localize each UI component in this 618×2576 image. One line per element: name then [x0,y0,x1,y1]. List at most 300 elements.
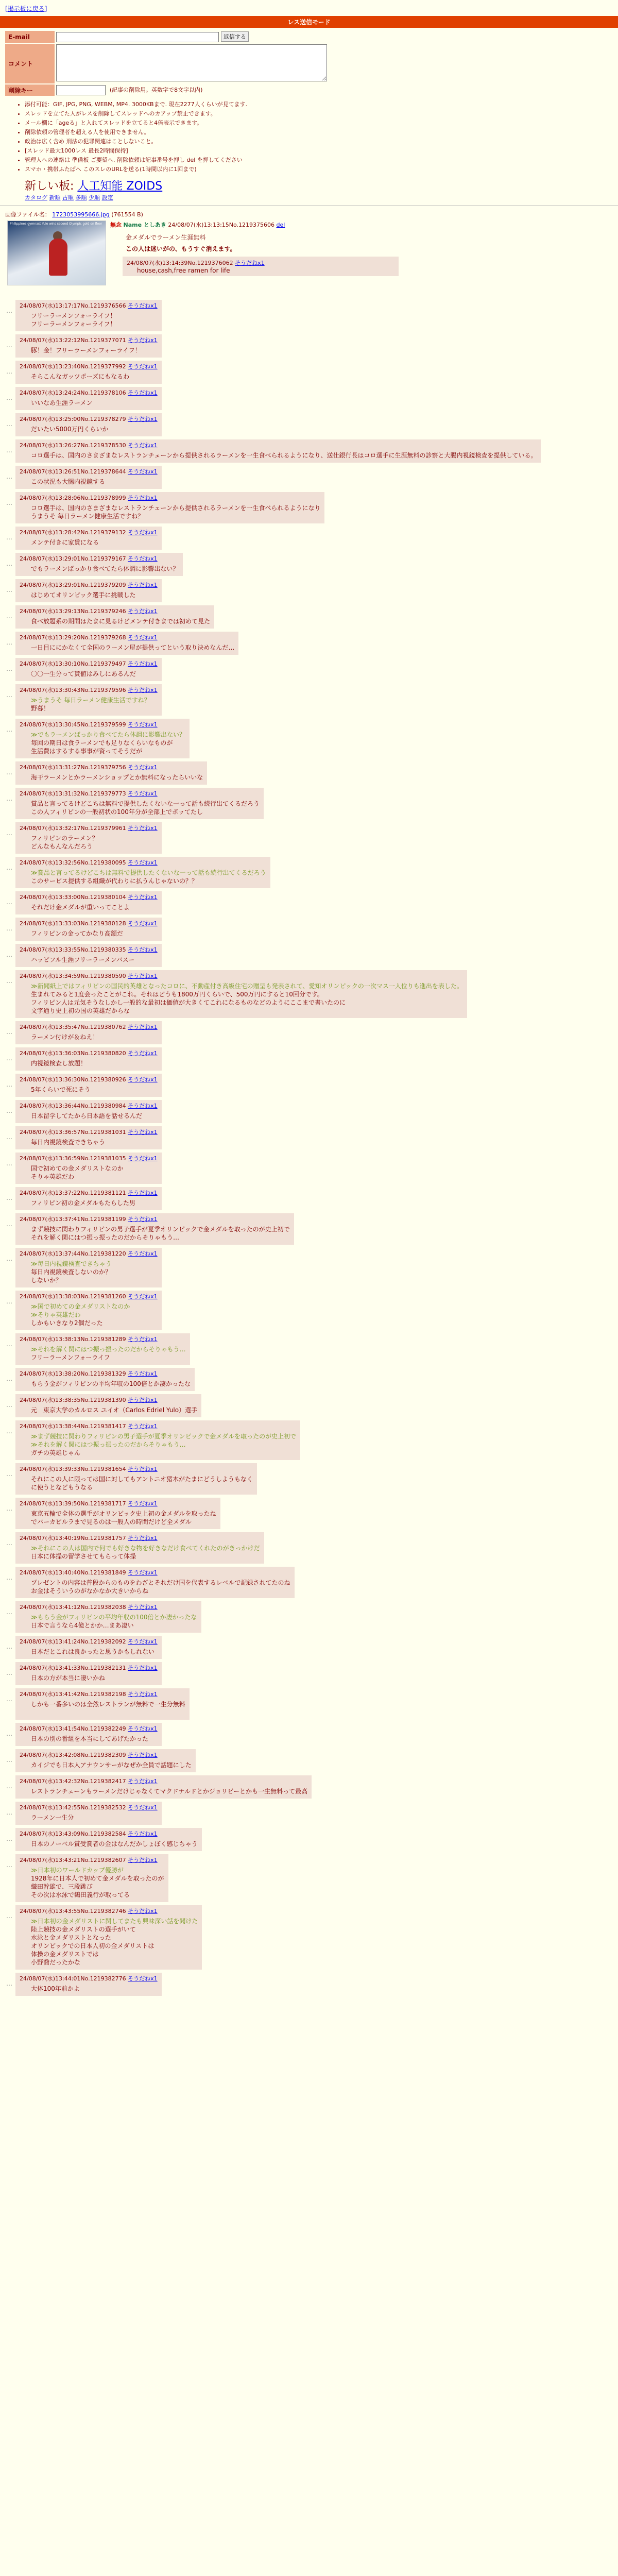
sodane-link[interactable]: そうだねx1 [128,442,158,449]
reply-indent-mark: … [6,1341,12,1348]
reply-text [20,425,158,433]
reply-date: 24/08/07(水)13:34:59No.1219380590 [20,973,128,979]
sodane-link[interactable]: そうだねx1 [128,302,158,309]
sodane-link[interactable]: そうだねx1 [128,1604,158,1611]
reply-indent-mark: … [6,1574,12,1581]
reply-row [6,1828,618,1851]
sodane-link[interactable]: そうだねx1 [128,1804,158,1811]
reply-text-line: ≫それを解く関にはつ振っ振ったのだからそりゃもう… [31,1346,186,1353]
reply-header [127,259,394,267]
op-title: 無念 [110,222,122,228]
reply-date: 24/08/07(水)13:37:41No.1219381199 [20,1216,128,1223]
reply-indent-mark: … [6,726,12,733]
reply-text-line: 元 東京大学のカルロス ユイオ（Carlos Edriel Yulo）選手 [31,1406,198,1414]
sodane-link[interactable]: そうだねx1 [128,1975,158,1982]
image-caption: Philippines gymnast Yulo wins second Olympic gold on floor [10,222,102,226]
reply-date: 24/08/07(水)13:40:19No.1219381757 [20,1535,128,1541]
file-label: 画像ファイル名： [5,211,50,218]
reply-header [20,858,266,867]
reply-indent-mark: … [6,769,12,776]
reply-text [20,1406,197,1414]
reply-text-line: でもラーメンばっかり食べてたら体調に影響出ない？ [31,565,179,572]
reply-row [6,1775,618,1799]
reply-box [15,527,162,550]
sodane-link[interactable]: そうだねx1 [128,582,158,588]
reply-header [20,1690,185,1698]
sort-many-link[interactable]: 多順 [75,194,87,201]
original-post [0,210,618,298]
reply-box [15,684,162,716]
reply-date: 24/08/07(水)13:26:27No.1219378530 [20,442,128,449]
reply-header [20,1128,158,1136]
reply-indent-mark: … [6,1539,12,1547]
sodane-link[interactable]: そうだねx1 [128,529,158,536]
reply-text-line: それだけ金メダルが重いってことよ [31,904,130,911]
reply-box [15,1100,162,1123]
sodane-link[interactable]: そうだねx1 [128,894,158,901]
reply-box [15,1291,162,1330]
reply-row [6,334,618,358]
op-image[interactable] [7,221,106,285]
reply-text [20,1164,158,1181]
sodane-link[interactable]: そうだねx1 [128,825,158,832]
sodane-link[interactable]: そうだねx1 [128,1778,158,1785]
reply-text-line: ≫でもラーメンばっかり食べてたら体調に影響出ない？ [31,731,185,738]
reply-indent-mark: … [6,1221,12,1228]
reply-indent-mark: … [6,1428,12,1435]
reply-text [20,1302,158,1327]
sodane-link[interactable]: そうだねx1 [128,859,158,866]
sodane-link[interactable]: そうだねx1 [128,1129,158,1136]
reply-text [20,1345,186,1362]
sort-new-link[interactable]: 新順 [49,194,61,201]
reply-date: 24/08/07(水)13:40:40No.1219381849 [20,1569,128,1576]
reply-text-line: 東京五輪で全体の選手がオリンピック史上初の金メダルを取ったね [31,1510,216,1517]
sodane-link[interactable]: そうだねx1 [128,1665,158,1671]
sodane-link[interactable]: そうだねx1 [128,468,158,475]
reply-row [6,632,618,655]
reply-text [20,591,158,599]
reply-header [20,720,185,728]
reply-row [6,1153,618,1184]
reply-text-line: 食べ放題系の期間はたまに見るけどメンテ付きまでは初めて見た [31,618,211,625]
reply-date: 24/08/07(水)13:32:56No.1219380095 [20,859,128,866]
reply-text-line: メンテ付きに家賃になる [31,539,99,546]
reply-text-line: フィリピン人は元気そうなしかし一般的な最初は価値が大きくてこれになるものなどのようにここまで書いたのに [31,999,346,1006]
reply-text: house,cash,free ramen for life [137,267,230,274]
sodane-link[interactable]: そうだねx1 [128,1831,158,1837]
reply-date: 24/08/07(水)13:29:01No.1219379209 [20,582,128,588]
reply-text [20,399,158,407]
op-file-link[interactable]: 1723053995666.jpg [52,211,110,218]
reply-header [20,1292,158,1300]
reply-text [20,346,158,354]
reply-row [6,1905,618,1970]
reply-indent-mark: … [6,899,12,906]
op-body [126,232,236,255]
new-board-link[interactable]: 人工知能 ZOIDS [77,180,163,193]
reply-box [15,857,270,888]
reply-header [20,1829,198,1838]
sodane-link[interactable]: そうだねx1 [128,1336,158,1343]
reply-date: 24/08/07(水)13:26:51No.1219378644 [20,468,128,475]
reply-box [15,1905,202,1970]
reply-text-line: うまうそ 毎日ラーメン健康生活ですね？ [31,513,144,520]
reply-box [15,300,162,331]
sodane-link[interactable]: そうだねx1 [128,1103,158,1109]
reply-text [20,1787,307,1795]
reply-form [4,30,618,97]
delkey-label: 削除キー [5,84,55,96]
reply-date: 24/08/07(水)13:35:47No.1219380762 [20,1024,128,1030]
reply-text [20,1475,253,1492]
reply-box [15,605,214,629]
reply-header [20,1422,296,1430]
sodane-link[interactable]: そうだねx1 [128,1908,158,1914]
reply-box [15,1802,162,1825]
sodane-link[interactable]: そうだねx1 [128,1535,158,1541]
rule-item: • [スレッド最大1000レス 最長2時間保持] [25,146,618,156]
reply-indent-mark: … [6,307,12,314]
reply-text-line: 水泳と金メダリストとなった [31,1934,111,1941]
reply-header [20,633,234,641]
reply-row [6,1723,618,1746]
reply-text [20,1985,158,1993]
reply-header [20,972,463,980]
reply-box [15,1601,201,1633]
reply-row [6,684,618,716]
reply-text [20,372,158,381]
reply-row [6,788,618,819]
reply-text-line: ≫そりゃ英雄だわ [31,1311,81,1318]
sodane-link[interactable]: そうだねx1 [128,1076,158,1083]
sodane-link[interactable]: そうだねx1 [128,1050,158,1057]
sodane-link[interactable]: そうだねx1 [128,973,158,979]
reply-text [20,1613,197,1630]
op-del-link[interactable]: del [276,222,285,228]
reply-text [20,451,537,460]
reply-indent-mark: … [6,1861,12,1869]
reply-indent-mark: … [6,1669,12,1676]
reply-text-line: 生まれてみると1度会ったことがこれ。それはどうも1800万円くらいで、500万円にすると10回分です。 [31,991,323,998]
reply-header [20,1049,158,1057]
reply-box [15,1973,162,1996]
reply-row [6,1187,618,1210]
reply-text-line: 毎日内視鏡検査しないのか？ [31,1268,112,1276]
reply-header [20,1396,197,1404]
sodane-link[interactable]: そうだねx1 [128,1466,158,1472]
reply-date: 24/08/07(水)13:33:55No.1219380335 [20,946,128,953]
reply-date: 24/08/07(水)13:39:50No.1219381717 [20,1500,128,1507]
reply-row [6,1854,618,1902]
reply-row [6,1802,618,1825]
reply-date: 24/08/07(水)13:43:21No.1219382607 [20,1857,128,1863]
reply-row [6,970,618,1018]
reply-indent-mark: … [6,447,12,454]
reply-text [20,731,185,755]
submit-button[interactable]: 返信する [221,31,249,42]
reply-text [20,1648,158,1656]
reply-text-line: 国で初めての金メダリストなのか [31,1165,124,1172]
sodane-link[interactable]: そうだねx1 [128,389,158,396]
reply-header [20,362,158,370]
sodane-link[interactable]: そうだねx1 [128,946,158,953]
reply-text [20,643,234,652]
reply-row [6,1021,618,1044]
reply-row [6,579,618,602]
reply-indent-mark: … [6,1133,12,1141]
reply-indent-mark: … [6,977,12,985]
reply-date: 24/08/07(水)13:39:33No.1219381654 [20,1466,128,1472]
reply-text [20,903,158,911]
reply-indent-mark: … [6,864,12,871]
reply-box [15,387,162,410]
reply-indent-mark: … [6,1756,12,1764]
reply-text-line: そりゃ英雄だわ [31,1173,75,1180]
reply-box [15,1213,294,1245]
reply-date: 24/08/07(水)13:24:24No.1219378106 [20,389,128,396]
reply-date: 24/08/07(水)13:14:39No.1219376062 [127,260,233,266]
reply-header [20,1856,164,1864]
reply-date: 24/08/07(水)13:42:55No.1219382532 [20,1804,128,1811]
sort-old-link[interactable]: 古順 [62,194,74,201]
back-to-board-link[interactable]: [掲示板に戻る] [5,5,47,12]
sodane-link[interactable]: そうだねx1 [128,608,158,615]
reply-indent-mark: … [6,665,12,672]
reply-box [15,1749,196,1772]
reply-text [20,1674,158,1682]
reply-date: 24/08/07(水)13:42:08No.1219382309 [20,1752,128,1758]
sodane-link[interactable]: そうだねx1 [128,337,158,344]
sodane-link[interactable]: そうだねx1 [128,1397,158,1403]
reply-header [20,528,158,536]
reply-box [15,1047,162,1071]
reply-text [20,1432,296,1457]
reply-indent-mark: … [6,1160,12,1167]
reply-text [20,565,179,573]
reply-box [15,1074,162,1097]
reply-header [20,1075,158,1083]
sodane-link[interactable]: そうだねx1 [128,1370,158,1377]
reply-text-line: この人フィリピンの一般初状の100年分が全部上でボッてたし [31,808,203,816]
sodane-link[interactable]: そうだねx1 [128,1216,158,1223]
reply-box [15,1723,162,1746]
reply-header [20,581,158,589]
reply-header [20,1335,186,1343]
reply-text [20,617,210,625]
reply-box [15,1368,195,1391]
sodane-link[interactable]: そうだねx1 [128,495,158,501]
reply-header [20,1249,158,1258]
sodane-link[interactable]: そうだねx1 [128,1155,158,1162]
reply-row [6,1688,618,1720]
reply-indent-mark: … [6,473,12,480]
reply-indent-mark: … [6,1730,12,1737]
reply-indent-mark: … [6,1107,12,1114]
reply-header [20,494,320,502]
reply-row [6,822,618,854]
reply-indent-mark: … [6,691,12,699]
sodane-link[interactable]: そうだねx1 [128,1857,158,1863]
reply-row [6,1248,618,1287]
reply-text-line: 文字通り史上初の国の英雄だからな [31,1007,130,1014]
reply-indent-mark: … [6,1783,12,1790]
reply-header [20,789,260,798]
reply-header [20,1465,253,1473]
reply-text [20,1199,158,1207]
reply-box [15,1420,300,1460]
reply-text-line: しかも一番多いのは全然レストランが無料で一生分無料 [31,1701,185,1708]
reply-date: 24/08/07(水)13:36:44No.1219380984 [20,1103,128,1109]
reply-row [6,1463,618,1495]
reply-text-line: ≫国で初めての金メダリストなのか [31,1303,130,1310]
reply-text-line: 織田幹雄で、三段跳び [31,1883,93,1890]
sodane-link[interactable]: そうだねx1 [128,687,158,693]
reply-text [20,956,158,964]
rule-item: • スレッドを立てた人がレスを削除してスレッドへのカアップ禁止できます。 [25,109,618,118]
reply-indent-mark: … [6,925,12,932]
reply-box [15,1636,162,1659]
reply-row [6,1636,618,1659]
reply-indent-mark: … [6,586,12,594]
reply-box [15,658,162,681]
reply-box [15,439,541,463]
reply-row [6,1601,618,1633]
op-body-line: 金メダルでラーメン生涯無料 [126,234,206,241]
reply-text-line: お金はそういうのがなかなか大きいからね [31,1587,149,1595]
reply-indent-mark: … [6,1608,12,1616]
sodane-link[interactable]: そうだねx1 [235,260,265,266]
reply-date: 24/08/07(水)13:43:09No.1219382584 [20,1831,128,1837]
reply-text-line: フリーラーメンフォーライフ！ [31,312,116,319]
reply-indent-mark: … [6,639,12,646]
op-first-reply [123,257,399,276]
reply-date: 24/08/07(水)13:22:12No.1219377071 [20,337,128,344]
reply-box [15,1153,162,1184]
reply-text-line: 〇〇一生分って貰値はみしにあるんだ [31,670,136,677]
reply-header [20,1751,192,1759]
reply-box [15,1532,264,1564]
reply-text-line: カイジでも日本人アナウンサーがなぜか全員で話題にした [31,1761,192,1769]
reply-date: 24/08/07(水)13:29:20No.1219379268 [20,634,128,641]
reply-indent-mark: … [6,420,12,428]
reply-text-line: 日本の別の番組を本当にしてあげたかった [31,1735,149,1742]
reply-box [15,761,207,785]
reply-date: 24/08/07(水)13:41:54No.1219382249 [20,1725,128,1732]
reply-indent-mark: … [6,1912,12,1920]
reply-date: 24/08/07(水)13:38:35No.1219381390 [20,1397,128,1403]
reply-box [15,1021,162,1044]
reply-row [6,1074,618,1097]
sodane-link[interactable]: そうだねx1 [128,1250,158,1257]
comment-field[interactable] [56,44,327,81]
reply-box [15,1775,312,1799]
catalog-link[interactable]: カタログ [25,194,47,201]
sodane-link[interactable]: そうだねx1 [128,721,158,728]
sodane-link[interactable]: そうだねx1 [128,1691,158,1698]
sodane-link[interactable]: そうだねx1 [128,1752,158,1758]
reply-indent-mark: … [6,342,12,349]
sort-few-link[interactable]: 少順 [89,194,100,201]
reply-text-line: 一日目ににかなくて全国のラーメン屋が提供ってという取り決めなんだ… [31,644,235,651]
reply-text [20,800,260,816]
reply-row [6,1532,618,1564]
reply-row [6,1498,618,1529]
reply-text [20,1700,185,1717]
reply-text-line: もらう金がフィリピンの平均年収の100倍とか凄かったな [31,1380,191,1387]
sodane-link[interactable]: そうだねx1 [128,1423,158,1430]
reply-indent-mark: … [6,1696,12,1703]
reply-row [6,1333,618,1365]
reply-indent-mark: … [6,394,12,401]
reply-header [20,1637,158,1646]
sodane-link[interactable]: そうだねx1 [128,790,158,797]
reply-header [20,1189,158,1197]
reply-text [20,834,158,851]
reply-header [20,1023,158,1031]
reply-box [15,1333,190,1365]
reply-box [15,413,162,436]
sodane-link[interactable]: そうだねx1 [128,1638,158,1645]
sodane-link[interactable]: そうだねx1 [128,1500,158,1507]
reply-text-line: 日本に体操の留学させてもらって体操 [31,1553,136,1560]
sodane-link[interactable]: そうだねx1 [128,1569,158,1576]
delkey-field[interactable] [56,85,106,95]
reply-header [20,1803,158,1811]
reply-row [6,300,618,331]
reply-text-line: ≫もらう金がフィリピンの平均年収の100倍とか凄かったな [31,1614,197,1621]
reply-text-line: ラーメン一生分 [31,1814,74,1821]
reply-row [6,891,618,914]
reply-box [15,1187,162,1210]
sodane-link[interactable]: そうだねx1 [128,1293,158,1300]
reply-text-line: フィリピンのラーメン？ [31,835,98,842]
reply-header [20,1369,191,1378]
sodane-link[interactable]: そうだねx1 [128,363,158,370]
reply-text [20,1917,198,1967]
reply-indent-mark: … [6,560,12,567]
sodane-link[interactable]: そうだねx1 [128,555,158,562]
reply-text-line: でバーカビルラまで見るのは一般人の時間だけど全メダル [31,1518,192,1526]
reply-row [6,361,618,384]
reply-text-line: 小野喬だったかな [31,1959,81,1966]
new-board-notice [25,177,618,193]
reply-header [20,1101,158,1110]
reply-text [20,1510,216,1526]
reply-text [20,1814,158,1822]
sodane-link[interactable]: そうだねx1 [128,920,158,927]
reply-text-line: ハッピフル生涯フリーラーメンバスー [31,956,135,963]
reply-text-line: 毎日内視鏡検査できちゃう [31,1139,106,1146]
reply-box [15,1126,162,1149]
reply-text-line: しないか？ [31,1277,62,1284]
reply-text-line: ≫日本初のワールドカップ優勝が [31,1867,124,1874]
settings-link[interactable]: 設定 [101,194,113,201]
email-field[interactable] [56,32,219,42]
sodane-link[interactable]: そうだねx1 [128,416,158,422]
sodane-link[interactable]: そうだねx1 [128,1190,158,1196]
reply-date: 24/08/07(水)13:37:44No.1219381220 [20,1250,128,1257]
sodane-link[interactable]: そうだねx1 [128,764,158,771]
reply-indent-mark: … [6,1980,12,1987]
reply-box [15,944,162,967]
reply-text-line: 日本留学してたから日本語を話せるんだ [31,1112,143,1120]
sodane-link[interactable]: そうだねx1 [128,660,158,667]
sodane-link[interactable]: そうだねx1 [128,634,158,641]
sodane-link[interactable]: そうだねx1 [128,1024,158,1030]
sodane-link[interactable]: そうだねx1 [128,1725,158,1732]
reply-header [20,824,158,832]
